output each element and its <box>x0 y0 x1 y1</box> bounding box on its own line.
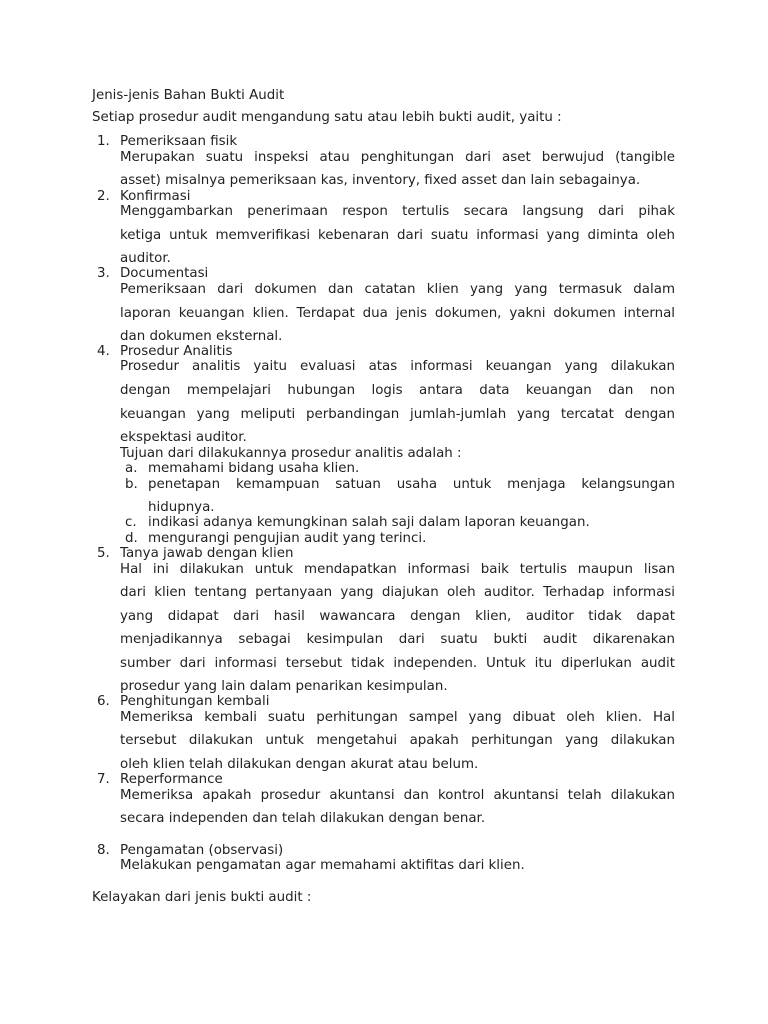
item-number: 5. <box>97 546 110 561</box>
subitem-text: mengurangi pengujian audit yang terinci. <box>148 531 427 546</box>
item-text-line: dan dokumen eksternal. <box>120 329 283 344</box>
item-text-line: dari klien tentang pertanyaan yang diajukan oleh auditor. Terhadap informasi <box>120 585 675 600</box>
item-heading: Tanya jawab dengan klien <box>120 546 294 561</box>
item-text-line: yang didapat dari hasil wawancara dengan klien, auditor tidak dapat <box>120 609 675 624</box>
document-title: Jenis-jenis Bahan Bukti Audit <box>92 88 285 103</box>
item-text-line: Prosedur analitis yaitu evaluasi atas informasi keuangan yang dilakukan <box>120 359 675 374</box>
subitem-text: penetapan kemampuan satuan usaha untuk menjaga kelangsungan <box>148 477 675 492</box>
item-text-line: Hal ini dilakukan untuk mendapatkan informasi baik tertulis maupun lisan <box>120 562 675 577</box>
intro-text: Setiap prosedur audit mengandung satu atau lebih bukti audit, yaitu : <box>92 110 562 125</box>
item-text-line: asset) misalnya pemeriksaan kas, inventory, fixed asset dan lain sebagainya. <box>120 173 641 188</box>
item-heading: Konfirmasi <box>120 189 191 204</box>
item-number: 2. <box>97 189 110 204</box>
item-heading: Documentasi <box>120 266 209 281</box>
subitem-text: indikasi adanya kemungkinan salah saji dalam laporan keuangan. <box>148 515 590 530</box>
item-number: 3. <box>97 266 110 281</box>
item-number: 8. <box>97 843 110 858</box>
subitem-letter: b. <box>125 477 138 492</box>
subitem-letter: c. <box>125 515 137 530</box>
sub-intro: Tujuan dari dilakukannya prosedur analitis adalah : <box>120 446 462 461</box>
item-text-line: auditor. <box>120 251 171 266</box>
item-text-line: laporan keuangan klien. Terdapat dua jenis dokumen, yakni dokumen internal <box>120 306 675 321</box>
item-text-line: Memeriksa kembali suatu perhitungan sampel yang dibuat oleh klien. Hal <box>120 710 675 725</box>
item-heading: Pengamatan (observasi) <box>120 843 284 858</box>
item-number: 4. <box>97 344 110 359</box>
subitem-letter: d. <box>125 531 138 546</box>
subitem-text: hidupnya. <box>148 500 215 515</box>
item-text-line: Melakukan pengamatan agar memahami aktifitas dari klien. <box>120 858 525 873</box>
item-number: 6. <box>97 694 110 709</box>
item-text-line: dengan mempelajari hubungan logis antara data keuangan dan non <box>120 383 675 398</box>
item-text-line: menjadikannya sebagai kesimpulan dari suatu bukti audit dikarenakan <box>120 632 675 647</box>
item-text-line: tersebut dilakukan untuk mengetahui apakah perhitungan yang dilakukan <box>120 733 675 748</box>
item-text-line: Merupakan suatu inspeksi atau penghitungan dari aset berwujud (tangible <box>120 150 675 165</box>
item-text-line: secara independen dan telah dilakukan dengan benar. <box>120 811 486 826</box>
item-text-line: keuangan yang meliputi perbandingan jumlah-jumlah yang tercatat dengan <box>120 407 675 422</box>
item-text-line: Menggambarkan penerimaan respon tertulis secara langsung dari pihak <box>120 204 675 219</box>
item-text-line: sumber dari informasi tersebut tidak independen. Untuk itu diperlukan audit <box>120 656 675 671</box>
item-text-line: ekspektasi auditor. <box>120 430 247 445</box>
item-number: 1. <box>97 134 110 149</box>
item-heading: Penghitungan kembali <box>120 694 270 709</box>
item-text-line: oleh klien telah dilakukan dengan akurat atau belum. <box>120 757 479 772</box>
closing-text: Kelayakan dari jenis bukti audit : <box>92 890 312 905</box>
subitem-text: memahami bidang usaha klien. <box>148 461 360 476</box>
subitem-letter: a. <box>125 461 138 476</box>
item-heading: Pemeriksaan fisik <box>120 134 238 149</box>
item-text-line: Pemeriksaan dari dokumen dan catatan klien yang yang termasuk dalam <box>120 282 675 297</box>
item-text-line: ketiga untuk memverifikasi kebenaran dari suatu informasi yang diminta oleh <box>120 228 675 243</box>
item-number: 7. <box>97 772 110 787</box>
item-text-line: prosedur yang lain dalam penarikan kesimpulan. <box>120 679 448 694</box>
item-heading: Prosedur Analitis <box>120 344 233 359</box>
item-text-line: Memeriksa apakah prosedur akuntansi dan kontrol akuntansi telah dilakukan <box>120 788 675 803</box>
item-heading: Reperformance <box>120 772 223 787</box>
